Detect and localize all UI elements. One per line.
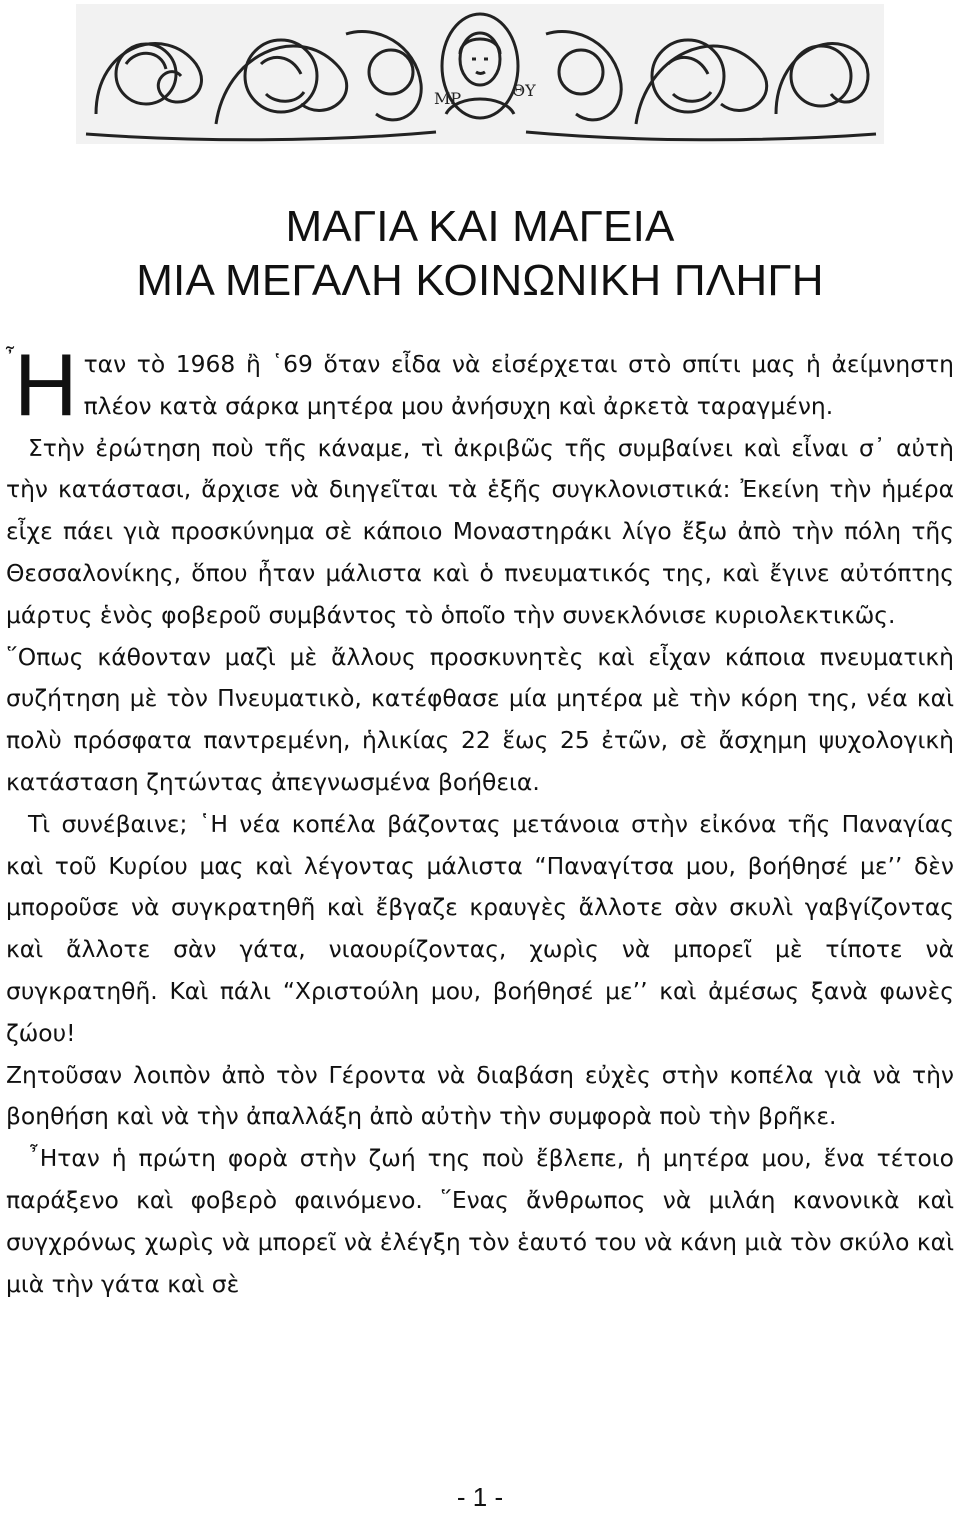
drop-cap [6, 335, 78, 434]
paragraph-5: Ζητοῦσαν λοιπὸν ἀπὸ τὸν Γέροντα νὰ διαβάση εὐχὲς στὴν κοπέλα γιὰ νὰ τὴν βοηθήση καὶ νὰ τὴν ἀπαλλάξη ἀπὸ αὐτὴν τὴν συμφορὰ ποὺ τὴν βρῆκε. [6, 1060, 954, 1131]
paragraph-4: Τὶ συνέβαινε; ῾Η νέα κοπέλα βάζοντας μετάνοια στὴν εἰκόνα τῆς Παναγίας καὶ τοῦ Κυρίου μας καὶ λέγοντας μάλιστα “Παναγίτσα μου, βοήθησέ με’’ δὲν μποροῦσε νὰ συγκρατηθῆ καὶ ἔβγαζε κραυγὲς ἄλλοτε σὰν σκυλὶ γαβγίζοντας καὶ ἄλλοτε σὰν γάτα, νιαουρίζοντας, χωρὶς νὰ μπορεῖ μὲ τίποτε νὰ συγκρατηθῆ. Καὶ πάλι “Χριστούλη μου, βοήθησέ με’’ καὶ ἀμέσως ξανὰ φωνὲς ζώου! [6, 809, 954, 1047]
drop-cap-accent: ῏ [6, 346, 14, 373]
paragraph-2: Στὴν ἐρώτηση ποὺ τῆς κάναμε, τὶ ἀκριβῶς τῆς συμβαίνει καὶ εἶναι σ᾽ αὐτὴ τὴν κατάστασι, ἄρχισε νὰ διηγεῖται τὰ ἑξῆς συγκλονιστικά: Ἐκείνη τὴν ἡμέρα εἶχε πάει γιὰ προσκύνημα σὲ κάποιο Μοναστηράκι λίγο ἔξω ἀπὸ τὴν πόλη τῆς Θεσσαλονίκης, ὅπου ἦταν μάλιστα καὶ ὁ πνευματικός της, καὶ ἔγινε αὐτόπτης μάρτυς ἑνὸς φοβεροῦ συμβάντος τὸ ὁποῖο τὴν συνεκλόνισε κυριολεκτικῶς. [6, 433, 954, 629]
byzantine-ornament-icon [76, 4, 884, 144]
page-number: - 1 - [456, 1482, 504, 1512]
monogram-left: ΜΡ [434, 89, 462, 108]
paragraph-1 [6, 335, 954, 434]
paragraph-3: ῞Οπως κάθονταν μαζὶ μὲ ἄλλους προσκυνητὲς καὶ εἶχαν κάποια πνευματικὴ συζήτηση μὲ τὸν Πνευματικὸ, κατέφθασε μία μητέρα μὲ τὴν κόρη της, νέα καὶ πολὺ πρόσφατα παντρεμένη, ἡλικίας 22 ἕως 25 ἐτῶν, σὲ ἄσχημη ψυχολογικὴ κατάσταση ζητώντας ἀπεγνωσμένα βοήθεια. [6, 642, 954, 796]
paragraph-1-text: ταν τὸ 1968 ἢ ῾69 ὅταν εἶδα νὰ εἰσέρχεται στὸ σπίτι μας ἡ ἀείμνηστη πλέον κατὰ σάρκα μητέρα μου ἀνήσυχη καὶ ἀρκετὰ ταραγμένη. [83, 350, 954, 420]
title-line-2: ΜΙΑ ΜΕΓΑΛΗ ΚΟΙΝΩΝΙΚΗ ΠΛΗΓΗ [136, 256, 824, 305]
document-title [0, 200, 960, 308]
drop-cap-letter: Η [14, 335, 78, 434]
title-line-1: ΜΑΓΙΑ ΚΑΙ ΜΑΓΕΙΑ [285, 202, 675, 251]
body-text [6, 335, 954, 1305]
paragraph-6: ῏Ηταν ἡ πρώτη φορὰ στὴν ζωή της ποὺ ἔβλεπε, ἡ μητέρα μου, ἕνα τέτοιο παράξενο καὶ φοβερὸ φαινόμενο. ῞Ενας ἄνθρωπος νὰ μιλάη κανονικὰ καὶ συγχρόνως χωρὶς νὰ μπορεῖ νὰ ἐλέγξη τὸν ἑαυτό του νὰ κάνη μιὰ τὸν σκύλο καὶ μιὰ τὴν γάτα καὶ σὲ [6, 1144, 954, 1298]
ornamental-header-band [76, 4, 884, 144]
monogram-right: ΘΥ [512, 81, 536, 100]
